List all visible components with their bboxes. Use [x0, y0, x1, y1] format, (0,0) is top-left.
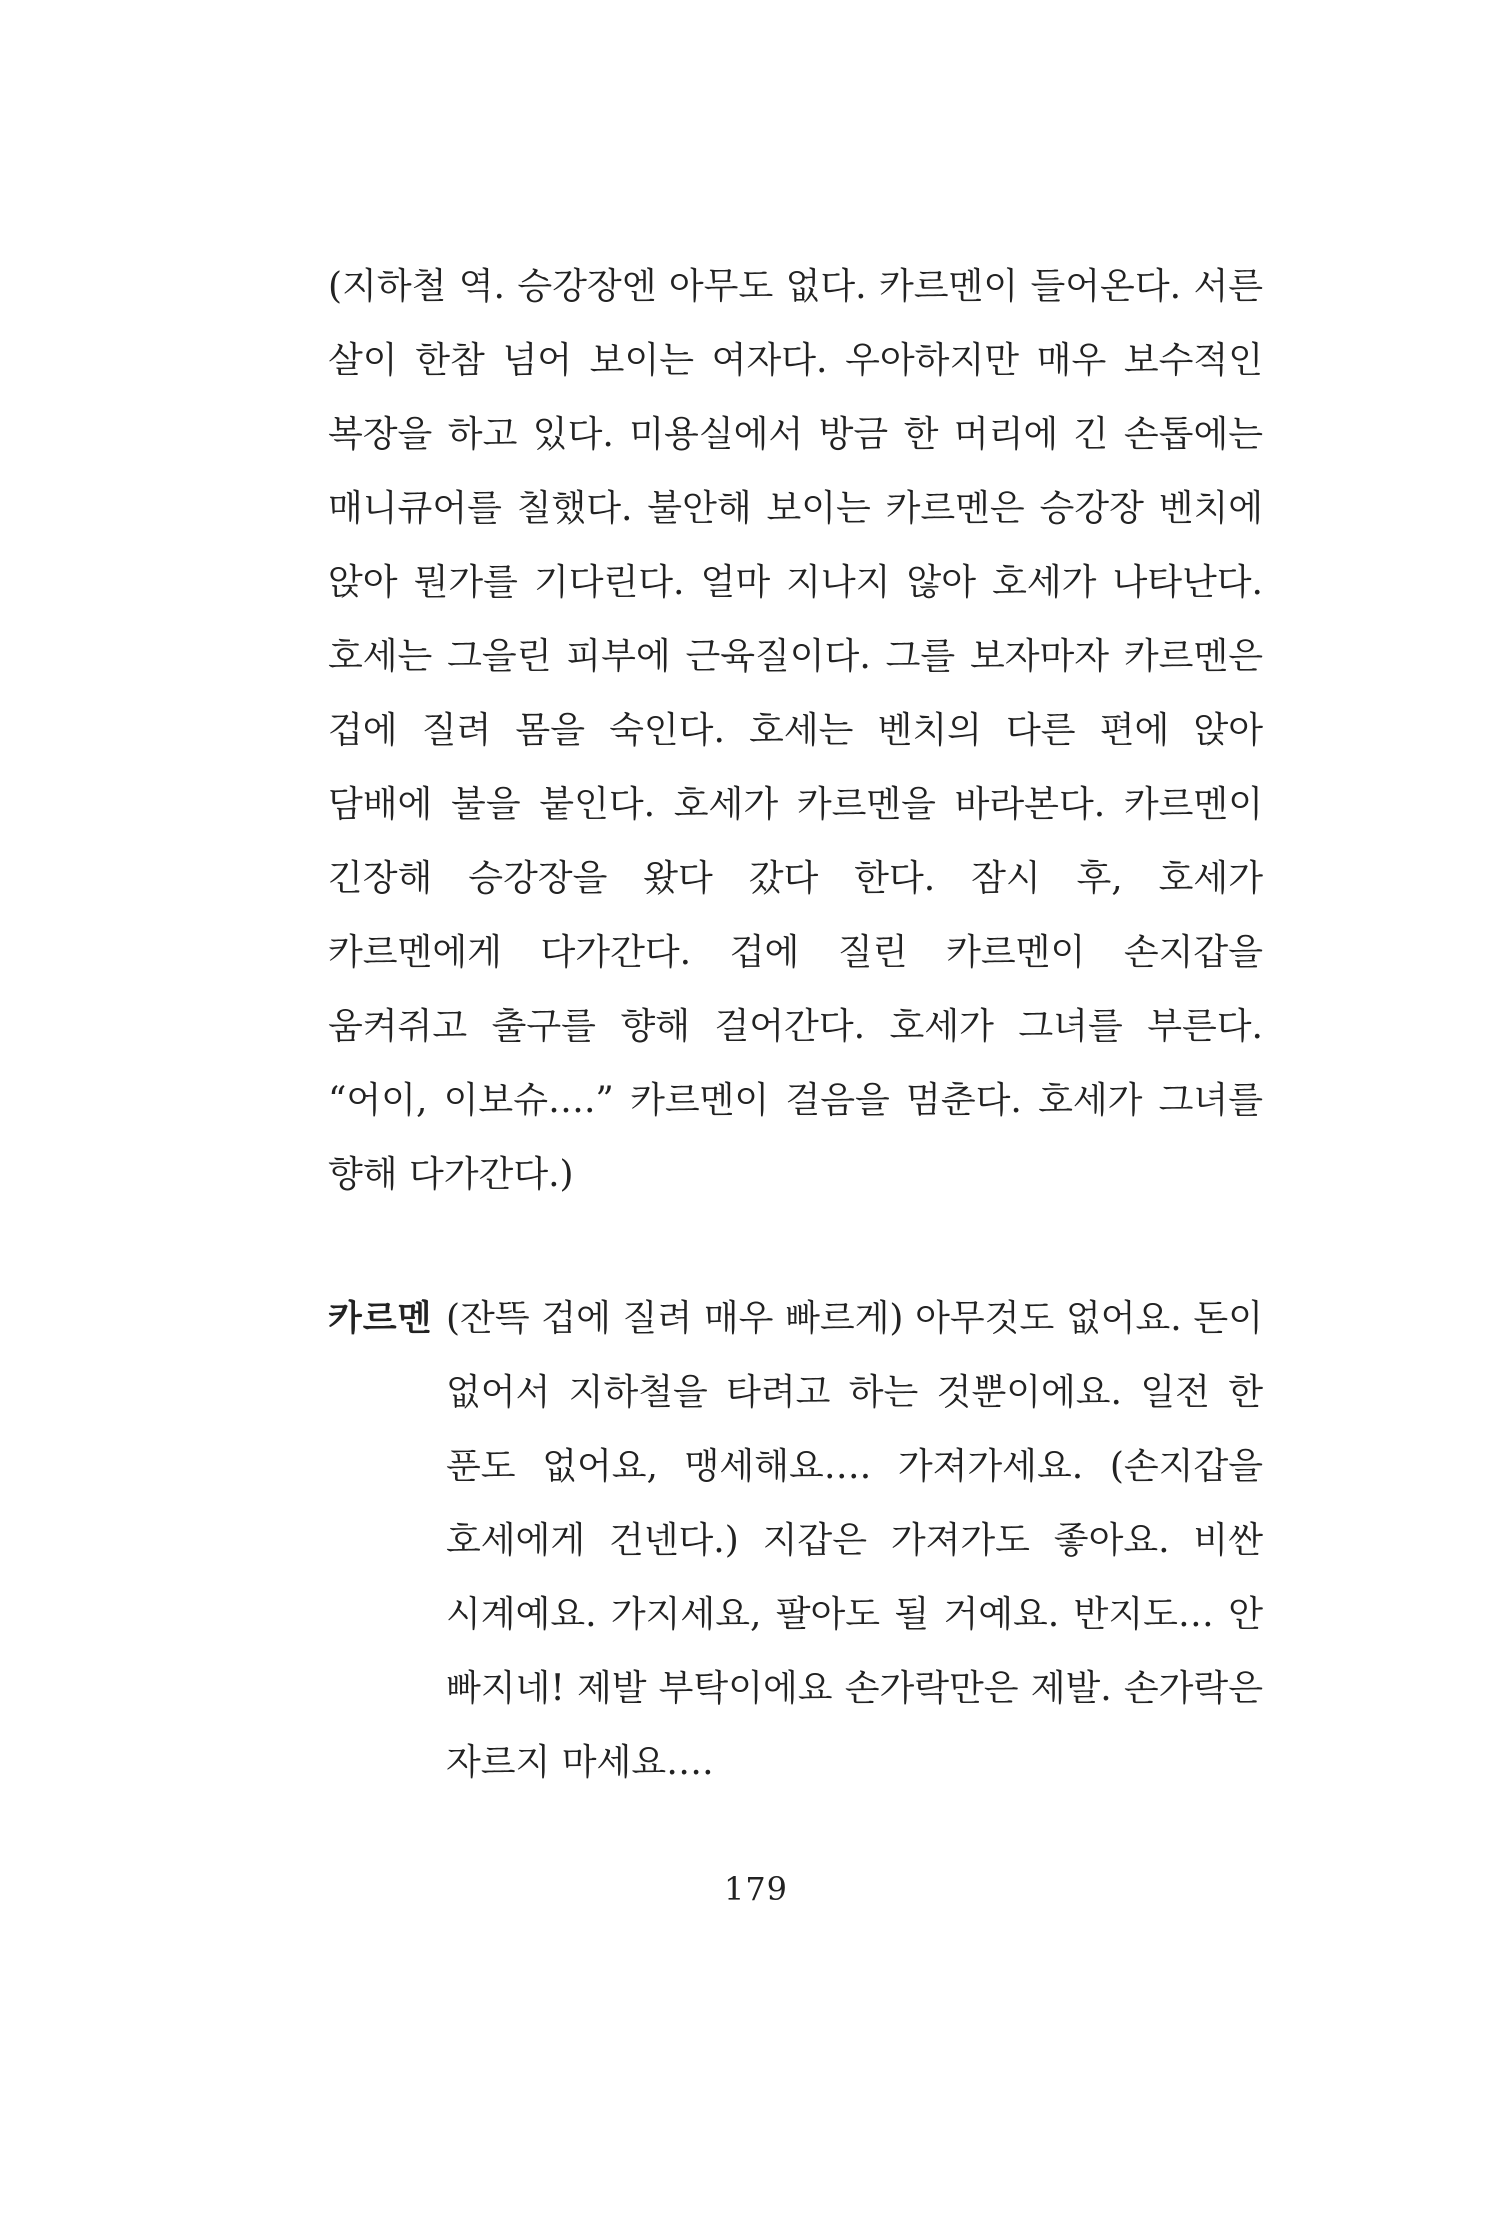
dialogue-block: [328, 1282, 1263, 1800]
speaker-name: 카르멘: [328, 1299, 433, 1339]
dialogue-speech-text: (잔뜩 겁에 질려 매우 빠르게) 아무것도 없어요. 돈이 없어서 지하철을 타려고 하는 것뿐이에요. 일전 한 푼도 없어요, 맹세해요…. 가져가세요. (손지갑을 호세에게 건넨다.) 지갑은 가져가도 좋아요. 비싼 시계예요. 가지세요, 팔아도 될 거예요. 반지도… 안 빠지네! 제발 부탁이에요 손가락만은 제발. 손가락은 자르지 마세요….: [446, 1298, 1263, 1783]
dialogue-speech: [446, 1282, 1263, 1800]
page-number: 179: [723, 1870, 789, 1908]
stage-direction-paragraph: (지하철 역. 승강장엔 아무도 없다. 카르멘이 들어온다. 서른 살이 한참 넘어 보이는 여자다. 우아하지만 매우 보수적인 복장을 하고 있다. 미용실에서 방금 한 머리에 긴 손톱에는 매니큐어를 칠했다. 불안해 보이는 카르멘은 승강장 벤치에 앉아 뭔가를 기다린다. 얼마 지나지 않아 호세가 나타난다. 호세는 그을린 피부에 근육질이다. 그를 보자마자 카르멘은 겁에 질려 몸을 숙인다. 호세는 벤치의 다른 편에 앉아 담배에 불을 붙인다. 호세가 카르멘을 바라본다. 카르멘이 긴장해 승강장을 왔다 갔다 한다. 잠시 후, 호세가 카르멘에게 다가간다. 겁에 질린 카르멘이 손지갑을 움켜쥐고 출구를 향해 걸어간다. 호세가 그녀를 부른다. “어이, 이보슈….” 카르멘이 걸음을 멈춘다. 호세가 그녀를 향해 다가간다.): [328, 266, 1263, 1195]
